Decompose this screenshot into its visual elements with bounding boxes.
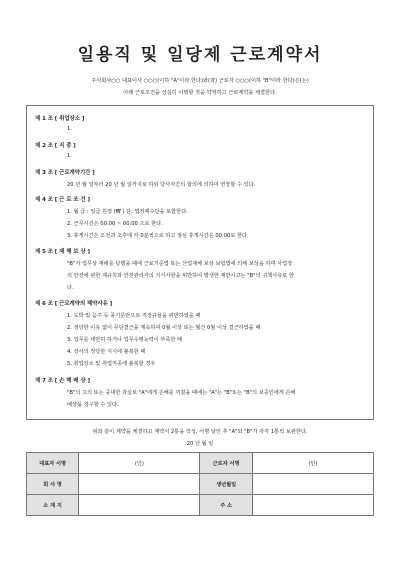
representative-signature-field[interactable]: (인) bbox=[79, 453, 200, 474]
company-address-label: 소 재 지 bbox=[27, 495, 79, 516]
closing-statement: 위와 같이 계약을 체결하고 계약서 2통을 작성, 서명 날인 후 "A"와 "B"가 각각 1통씩 보관한다. bbox=[92, 429, 308, 435]
article-3-line: 20 년 월 일부터 20 년 월 일까지로 하되 당사자간의 합의에 의하여 연장할 수 있다. bbox=[67, 182, 256, 188]
intro-line-2: 아래 근로조건을 성실히 이행할 것을 약정하고 근로계약을 체결한다. bbox=[123, 90, 277, 96]
article-7-line-2: 배상을 청구할 수 있다. bbox=[67, 402, 119, 408]
table-row bbox=[27, 495, 374, 516]
article-4-line-2: 2. 근무시간은 00:00 ~ 00:00 으로 한다. bbox=[67, 221, 163, 227]
article-4-line-3: 3. 휴게시간은 오전과 오후에 각 0분씩으로 하고 점심 휴게시간은 00:00로 한다. bbox=[67, 233, 249, 239]
worker-signature-field[interactable]: (인) bbox=[252, 453, 373, 474]
article-6-line-2: 2. 정당한 이유 없이 무단결근을 계속하여 0월 이상 또는 월간 0월 이상 결근하였을 때 bbox=[67, 325, 261, 331]
intro-line-1: 주식회사○○ 대표이사 ○○○(이하 "A"이라 한다)와(과) 근로자 ○○○(이하 "B"이라 한다)은(는) bbox=[91, 78, 309, 84]
article-1-heading: 제 1 조 [ 취업장소 ] bbox=[35, 116, 85, 122]
worker-address-field[interactable] bbox=[252, 495, 373, 516]
article-6-line-4: 4. 상사의 정당한 지시에 불복한 때 bbox=[67, 349, 146, 355]
table-row bbox=[27, 474, 374, 495]
article-7-heading: 제 7 조 [ 손 해 배 상 ] bbox=[35, 378, 90, 384]
birth-date-label: 생년월일 bbox=[200, 474, 252, 495]
article-4-line-1: 1. 월 급 : 일급 원정 (₩ ) 단, 법정제수당을 포함한다. bbox=[67, 209, 188, 215]
article-6-line-5: 5. 취업장소 및 취업직종에 불복할 경우 bbox=[67, 361, 156, 367]
company-name-label: 회 사 명 bbox=[27, 474, 79, 495]
contract-date: 20 년 월 일 bbox=[186, 441, 214, 447]
article-2-heading: 제 2 조 [ 직 종 ] bbox=[35, 143, 76, 149]
contract-terms-box bbox=[26, 105, 374, 420]
article-3-heading: 제 3 조 [ 근로계약기간 ] bbox=[35, 170, 95, 176]
document-title: 일용직 및 일당제 근로계약서 bbox=[77, 45, 323, 65]
article-5-line-2: 의 안전에 관한 제규칙과 안전관리자의 지시사항을 위반하여 발생한 재반사고는 "B"의 귀책사유로 한 bbox=[67, 273, 294, 279]
article-6-line-1: 1. 도박 및 음주 등 풍기문란으로 직장규율을 위반하였을 때 bbox=[67, 313, 201, 319]
article-2-line: 1. bbox=[67, 153, 72, 159]
article-7-line-1: "B"의 고의 또는 중대한 과실로 "A"에게 손해를 끼쳤을 때에는 "A"는 "B"또는 "B"의 보증인에게 손해 bbox=[67, 390, 296, 396]
article-6-heading: 제 6 조 [ 근로계약의 해약사유 ] bbox=[35, 301, 113, 307]
birth-date-field[interactable] bbox=[252, 474, 373, 495]
article-1-line: 1. bbox=[67, 126, 72, 132]
article-4-heading: 제 4 조 [ 근 로 조 건 ] bbox=[35, 197, 90, 203]
company-address-field[interactable] bbox=[79, 495, 200, 516]
company-name-field[interactable] bbox=[79, 474, 200, 495]
article-5-line-3: 다. bbox=[67, 285, 74, 291]
article-5-line-1: "B"가 업무상 재해를 당했을 때에 근로기준법 또는 산업재해 보상 보험법에 의해 보상을 하며 사업장 bbox=[67, 261, 293, 267]
article-5-heading: 제 5 조 [ 재 해 보 상 ] bbox=[35, 249, 90, 255]
article-6-line-3: 3. 업무를 태만히 하거나 업무수행능력이 부족한 때 bbox=[67, 337, 183, 343]
representative-signature-label: 대표자 서명 bbox=[27, 453, 79, 474]
worker-address-label: 주 소 bbox=[200, 495, 252, 516]
worker-signature-label: 근로자 서명 bbox=[200, 453, 252, 474]
signature-table bbox=[26, 452, 374, 516]
table-row bbox=[27, 453, 374, 474]
